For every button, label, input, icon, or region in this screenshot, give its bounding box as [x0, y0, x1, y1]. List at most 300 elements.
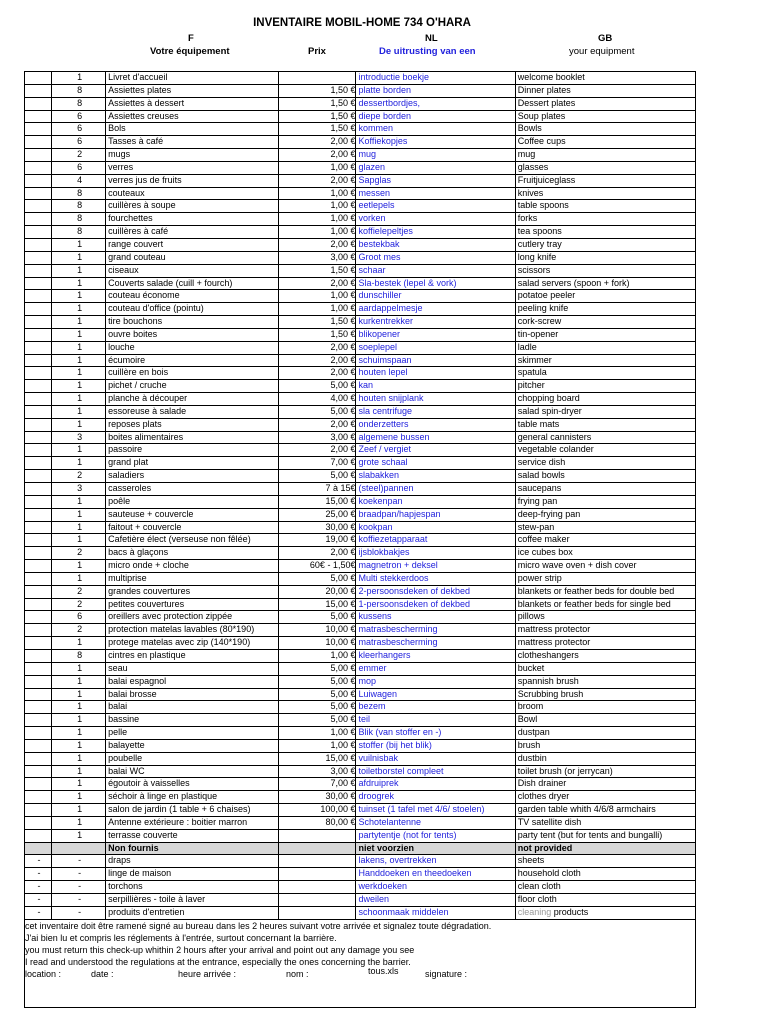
item-nl-cell: kleerhangers: [356, 649, 515, 662]
item-en-cell: floor cloth: [515, 894, 695, 907]
quantity-cell: 1: [52, 238, 106, 251]
row-mark: [25, 778, 52, 791]
item-en-cell: glasses: [515, 161, 695, 174]
price-cell: 5,00 €: [279, 688, 356, 701]
row-mark: -: [25, 894, 52, 907]
item-fr-cell: louche: [106, 341, 279, 354]
quantity-cell: -: [52, 881, 106, 894]
item-fr-cell: cuillères à café: [106, 226, 279, 239]
quantity-cell: -: [52, 894, 106, 907]
signature-label: signature :: [425, 969, 468, 979]
footer-notes: [24, 919, 696, 1008]
footer-line-en-2: I read and understood the regulations at the entrance, especially the ones concerning the barrier.: [25, 957, 411, 967]
table-row: [25, 701, 696, 714]
item-fr-cell: linge de maison: [106, 868, 279, 881]
item-en-cell: [515, 906, 695, 919]
item-en-cell: table mats: [515, 418, 695, 431]
column-lang-nl: NL: [425, 33, 438, 44]
quantity-cell: 1: [52, 316, 106, 329]
item-nl-cell: vorken: [356, 213, 515, 226]
table-row: [25, 906, 696, 919]
item-nl-cell: werkdoeken: [356, 881, 515, 894]
row-mark: [25, 123, 52, 136]
table-row: [25, 251, 696, 264]
quantity-cell: 1: [52, 765, 106, 778]
price-cell: 30,00 €: [279, 791, 356, 804]
quantity-cell: 8: [52, 97, 106, 110]
item-en-cell: Fruitjuiceglass: [515, 174, 695, 187]
item-en-cell: deep-frying pan: [515, 508, 695, 521]
item-nl-cell: blikopener: [356, 328, 515, 341]
quantity-cell: 1: [52, 380, 106, 393]
item-en-cell: Soup plates: [515, 110, 695, 123]
row-mark: [25, 418, 52, 431]
row-mark: [25, 200, 52, 213]
quantity-cell: 8: [52, 187, 106, 200]
item-en-cell: spannish brush: [515, 675, 695, 688]
table-row: [25, 393, 696, 406]
item-en-faded-part: cleaning: [517, 906, 552, 917]
item-nl-cell: onderzetters: [356, 418, 515, 431]
price-cell: 80,00 €: [279, 816, 356, 829]
item-fr-cell: bacs à glaçons: [106, 547, 279, 560]
item-fr-cell: protege matelas avec zip (140*190): [106, 637, 279, 650]
item-fr-cell: seau: [106, 662, 279, 675]
row-mark: [25, 637, 52, 650]
item-en-cell: chopping board: [515, 393, 695, 406]
table-row: [25, 688, 696, 701]
table-row: [25, 894, 696, 907]
item-fr-cell: Assiettes creuses: [106, 110, 279, 123]
item-fr-cell: Tasses à café: [106, 136, 279, 149]
item-fr-cell: tire bouchons: [106, 316, 279, 329]
row-mark: [25, 611, 52, 624]
row-mark: [25, 380, 52, 393]
item-fr-cell: petites couvertures: [106, 598, 279, 611]
row-mark: [25, 752, 52, 765]
item-nl-cell: braadpan/hapjespan: [356, 508, 515, 521]
item-nl-cell: introductie boekje: [356, 72, 515, 85]
price-cell: 15,00 €: [279, 752, 356, 765]
price-cell: 5,00 €: [279, 611, 356, 624]
item-en-cell: scissors: [515, 264, 695, 277]
name-label: nom :: [286, 969, 309, 979]
item-nl-cell: mop: [356, 675, 515, 688]
row-mark: [25, 739, 52, 752]
item-fr-cell: Bols: [106, 123, 279, 136]
item-en-cell: service dish: [515, 457, 695, 470]
quantity-cell: -: [52, 906, 106, 919]
price-cell: 7,00 €: [279, 457, 356, 470]
price-cell: 5,00 €: [279, 714, 356, 727]
table-row: [25, 405, 696, 418]
item-nl-cell: teil: [356, 714, 515, 727]
quantity-cell: 1: [52, 328, 106, 341]
item-en-cell: Bowl: [515, 714, 695, 727]
table-row: [25, 226, 696, 239]
price-cell: 1,00 €: [279, 290, 356, 303]
footer-line-fr-2: J'ai bien lu et compris les réglements à l'entrée, surtout concernant la barrière.: [25, 933, 337, 943]
item-en-cell: sheets: [515, 855, 695, 868]
item-en-cell: Dessert plates: [515, 97, 695, 110]
quantity-cell: 1: [52, 418, 106, 431]
row-mark: [25, 161, 52, 174]
item-fr-cell: essoreuse à salade: [106, 405, 279, 418]
quantity-cell: 6: [52, 161, 106, 174]
table-row: [25, 149, 696, 162]
item-nl-cell: koekenpan: [356, 495, 515, 508]
price-cell: 1,00 €: [279, 161, 356, 174]
quantity-cell: 1: [52, 405, 106, 418]
table-row: [25, 97, 696, 110]
row-mark: [25, 354, 52, 367]
quantity-cell: 6: [52, 123, 106, 136]
quantity-cell: 1: [52, 714, 106, 727]
item-nl-cell: soeplepel: [356, 341, 515, 354]
item-fr-cell: fourchettes: [106, 213, 279, 226]
table-row: [25, 637, 696, 650]
table-row: [25, 778, 696, 791]
price-cell: 5,00 €: [279, 380, 356, 393]
item-en-cell: pillows: [515, 611, 695, 624]
quantity-cell: 1: [52, 829, 106, 842]
row-mark: [25, 341, 52, 354]
footer-line-fr-1: cet inventaire doit être ramené signé au bureau dans les 2 heures suivant votre arrivée et signalez toute dégradation.: [25, 921, 492, 931]
inventory-table: [24, 71, 696, 920]
row-mark: [25, 316, 52, 329]
price-cell: 2,00 €: [279, 367, 356, 380]
item-en-cell: party tent (but for tents and bungalli): [515, 829, 695, 842]
column-header-nl: De uitrusting van een: [379, 46, 476, 57]
item-nl-cell: Blik (van stoffer en -): [356, 727, 515, 740]
quantity-cell: 1: [52, 804, 106, 817]
item-fr-cell: serpillières - toile à laver: [106, 894, 279, 907]
item-fr-cell: pelle: [106, 727, 279, 740]
item-en-cell: table spoons: [515, 200, 695, 213]
item-nl-cell: mug: [356, 149, 515, 162]
table-row: [25, 739, 696, 752]
row-mark: [25, 174, 52, 187]
item-fr-cell: salon de jardin (1 table + 6 chaises): [106, 804, 279, 817]
table-row: [25, 316, 696, 329]
price-cell: [279, 855, 356, 868]
item-nl-cell: diepe borden: [356, 110, 515, 123]
item-nl-cell: aardappelmesje: [356, 303, 515, 316]
price-cell: 4,00 €: [279, 393, 356, 406]
price-cell: 1,00 €: [279, 727, 356, 740]
item-fr-cell: mugs: [106, 149, 279, 162]
price-cell: 1,00 €: [279, 187, 356, 200]
price-cell: [279, 881, 356, 894]
quantity-cell: 8: [52, 213, 106, 226]
item-en-cell: salad servers (spoon + fork): [515, 277, 695, 290]
item-nl-cell: Schotelantenne: [356, 816, 515, 829]
price-cell: 10,00 €: [279, 624, 356, 637]
item-fr-cell: torchons: [106, 881, 279, 894]
item-en-cell: potatoe peeler: [515, 290, 695, 303]
quantity-cell: 2: [52, 470, 106, 483]
quantity-cell: 1: [52, 752, 106, 765]
table-row: [25, 560, 696, 573]
table-row: [25, 341, 696, 354]
quantity-cell: 2: [52, 585, 106, 598]
row-mark: [25, 444, 52, 457]
table-row: [25, 444, 696, 457]
item-fr-cell: multiprise: [106, 572, 279, 585]
table-row: [25, 470, 696, 483]
item-nl-cell: koffielepeltjes: [356, 226, 515, 239]
item-nl-cell: dessertbordjes,: [356, 97, 515, 110]
price-cell: 1,50 €: [279, 264, 356, 277]
section-header-row: [25, 842, 696, 855]
price-cell: 5,00 €: [279, 701, 356, 714]
table-row: [25, 816, 696, 829]
row-mark: [25, 84, 52, 97]
quantity-cell: 1: [52, 354, 106, 367]
item-fr-cell: Non fournis: [106, 842, 279, 855]
row-mark: -: [25, 906, 52, 919]
row-mark: [25, 662, 52, 675]
column-header-fr: Votre équipement: [150, 46, 230, 57]
item-nl-cell: slabakken: [356, 470, 515, 483]
item-fr-cell: écumoire: [106, 354, 279, 367]
price-cell: 5,00 €: [279, 572, 356, 585]
item-fr-cell: poubelle: [106, 752, 279, 765]
quantity-cell: [52, 842, 106, 855]
row-mark: [25, 238, 52, 251]
item-fr-cell: planche à découper: [106, 393, 279, 406]
item-nl-cell: bestekbak: [356, 238, 515, 251]
quantity-cell: 6: [52, 611, 106, 624]
row-mark: [25, 534, 52, 547]
quantity-cell: 1: [52, 572, 106, 585]
row-mark: [25, 290, 52, 303]
item-fr-cell: couteaux: [106, 187, 279, 200]
item-en-cell: cutlery tray: [515, 238, 695, 251]
quantity-cell: 1: [52, 701, 106, 714]
quantity-cell: 1: [52, 72, 106, 85]
row-mark: [25, 251, 52, 264]
table-row: [25, 598, 696, 611]
item-en-cell: broom: [515, 701, 695, 714]
table-row: [25, 457, 696, 470]
item-nl-cell: sla centrifuge: [356, 405, 515, 418]
quantity-cell: 8: [52, 200, 106, 213]
item-fr-cell: balai espagnol: [106, 675, 279, 688]
item-fr-cell: couteau d'office (pointu): [106, 303, 279, 316]
price-cell: 7 à 15€: [279, 483, 356, 496]
table-row: [25, 534, 696, 547]
item-en-cell: Dinner plates: [515, 84, 695, 97]
price-cell: 1,00 €: [279, 739, 356, 752]
item-fr-cell: Assiettes plates: [106, 84, 279, 97]
table-row: [25, 855, 696, 868]
row-mark: [25, 624, 52, 637]
row-mark: [25, 264, 52, 277]
table-row: [25, 675, 696, 688]
item-en-cell: vegetable colander: [515, 444, 695, 457]
price-cell: 100,00 €: [279, 804, 356, 817]
item-nl-cell: ijsblokbakjes: [356, 547, 515, 560]
item-fr-cell: casseroles: [106, 483, 279, 496]
item-en-cell: ice cubes box: [515, 547, 695, 560]
table-row: [25, 611, 696, 624]
item-nl-cell: algemene bussen: [356, 431, 515, 444]
quantity-cell: 4: [52, 174, 106, 187]
row-mark: [25, 701, 52, 714]
table-row: [25, 714, 696, 727]
item-fr-cell: protection matelas lavables (80*190): [106, 624, 279, 637]
item-fr-cell: grandes couvertures: [106, 585, 279, 598]
quantity-cell: 1: [52, 444, 106, 457]
item-fr-cell: saladiers: [106, 470, 279, 483]
row-mark: [25, 804, 52, 817]
row-mark: [25, 328, 52, 341]
item-nl-cell: stoffer (bij het blik): [356, 739, 515, 752]
item-fr-cell: balai WC: [106, 765, 279, 778]
row-mark: [25, 470, 52, 483]
footer-line-en-1: you must return this check-up whithin 2 hours after your arrival and point out any damage you see: [25, 945, 415, 955]
item-en-cell: ladle: [515, 341, 695, 354]
price-cell: 10,00 €: [279, 637, 356, 650]
price-cell: 2,00 €: [279, 238, 356, 251]
price-cell: 3,00 €: [279, 431, 356, 444]
item-nl-cell: 2-persoonsdeken of dekbed: [356, 585, 515, 598]
item-fr-cell: produits d'entretien: [106, 906, 279, 919]
price-cell: 3,00 €: [279, 765, 356, 778]
row-mark: [25, 521, 52, 534]
item-en-cell: mattress protector: [515, 624, 695, 637]
item-en-cell: micro wave oven + dish cover: [515, 560, 695, 573]
table-row: [25, 277, 696, 290]
price-cell: 5,00 €: [279, 405, 356, 418]
row-mark: -: [25, 881, 52, 894]
table-row: [25, 829, 696, 842]
table-row: [25, 431, 696, 444]
row-mark: [25, 136, 52, 149]
item-fr-cell: range couvert: [106, 238, 279, 251]
item-fr-cell: oreillers avec protection zippée: [106, 611, 279, 624]
item-nl-cell: matrasbescherming: [356, 637, 515, 650]
price-cell: 1,00 €: [279, 303, 356, 316]
price-cell: 1,50 €: [279, 123, 356, 136]
quantity-cell: 1: [52, 393, 106, 406]
item-fr-cell: ciseaux: [106, 264, 279, 277]
table-row: [25, 418, 696, 431]
price-cell: 15,00 €: [279, 598, 356, 611]
item-fr-cell: balai: [106, 701, 279, 714]
item-en-cell: frying pan: [515, 495, 695, 508]
item-nl-cell: schuimspaan: [356, 354, 515, 367]
item-fr-cell: Livret d'accueil: [106, 72, 279, 85]
row-mark: [25, 431, 52, 444]
item-nl-cell: matrasbescherming: [356, 624, 515, 637]
item-fr-cell: cuillère en bois: [106, 367, 279, 380]
table-row: [25, 200, 696, 213]
price-cell: [279, 906, 356, 919]
item-nl-cell: droogrek: [356, 791, 515, 804]
item-nl-cell: grote schaal: [356, 457, 515, 470]
table-row: [25, 624, 696, 637]
price-cell: 1,50 €: [279, 328, 356, 341]
table-row: [25, 84, 696, 97]
location-label: location :: [25, 969, 62, 979]
quantity-cell: 1: [52, 688, 106, 701]
item-en-cell: power strip: [515, 572, 695, 585]
item-en-cell: clean cloth: [515, 881, 695, 894]
row-mark: -: [25, 868, 52, 881]
table-row: [25, 483, 696, 496]
item-nl-cell: Zeef / vergiet: [356, 444, 515, 457]
item-fr-cell: reposes plats: [106, 418, 279, 431]
item-fr-cell: Antenne extérieure : boitier marron: [106, 816, 279, 829]
table-row: [25, 264, 696, 277]
item-en-cell: blankets or feather beds for double bed: [515, 585, 695, 598]
item-en-cell: mug: [515, 149, 695, 162]
item-en-cell: long knife: [515, 251, 695, 264]
row-mark: [25, 457, 52, 470]
price-cell: [279, 72, 356, 85]
quantity-cell: 1: [52, 251, 106, 264]
item-en-cell: clotheshangers: [515, 649, 695, 662]
date-label: date :: [91, 969, 114, 979]
column-lang-gb: GB: [598, 33, 613, 44]
price-cell: 19,00 €: [279, 534, 356, 547]
quantity-cell: 3: [52, 431, 106, 444]
price-cell: [279, 894, 356, 907]
item-nl-cell: emmer: [356, 662, 515, 675]
row-mark: [25, 226, 52, 239]
table-row: [25, 187, 696, 200]
table-row: [25, 752, 696, 765]
price-cell: 1,00 €: [279, 213, 356, 226]
column-header-price: Prix: [308, 46, 326, 57]
item-fr-cell: draps: [106, 855, 279, 868]
table-row: [25, 521, 696, 534]
price-cell: 1,50 €: [279, 110, 356, 123]
row-mark: [25, 187, 52, 200]
row-mark: [25, 405, 52, 418]
quantity-cell: 1: [52, 637, 106, 650]
table-row: [25, 303, 696, 316]
table-row: [25, 572, 696, 585]
row-mark: [25, 303, 52, 316]
item-fr-cell: cuillères à soupe: [106, 200, 279, 213]
table-row: [25, 328, 696, 341]
item-nl-cell: magnetron + deksel: [356, 560, 515, 573]
item-nl-cell: bezem: [356, 701, 515, 714]
row-mark: [25, 598, 52, 611]
table-row: [25, 367, 696, 380]
item-nl-cell: tuinset (1 tafel met 4/6/ stoelen): [356, 804, 515, 817]
row-mark: [25, 585, 52, 598]
price-cell: 5,00 €: [279, 662, 356, 675]
row-mark: [25, 277, 52, 290]
item-fr-cell: terrasse couverte: [106, 829, 279, 842]
price-cell: 30,00 €: [279, 521, 356, 534]
row-mark: [25, 213, 52, 226]
item-fr-cell: faitout + couvercle: [106, 521, 279, 534]
item-en-cell: Dish drainer: [515, 778, 695, 791]
quantity-cell: 1: [52, 791, 106, 804]
item-nl-cell: Handdoeken en theedoeken: [356, 868, 515, 881]
price-cell: 1,50 €: [279, 316, 356, 329]
item-nl-cell: glazen: [356, 161, 515, 174]
table-row: [25, 110, 696, 123]
row-mark: [25, 829, 52, 842]
quantity-cell: -: [52, 868, 106, 881]
item-en-rest-part: products: [551, 906, 589, 917]
